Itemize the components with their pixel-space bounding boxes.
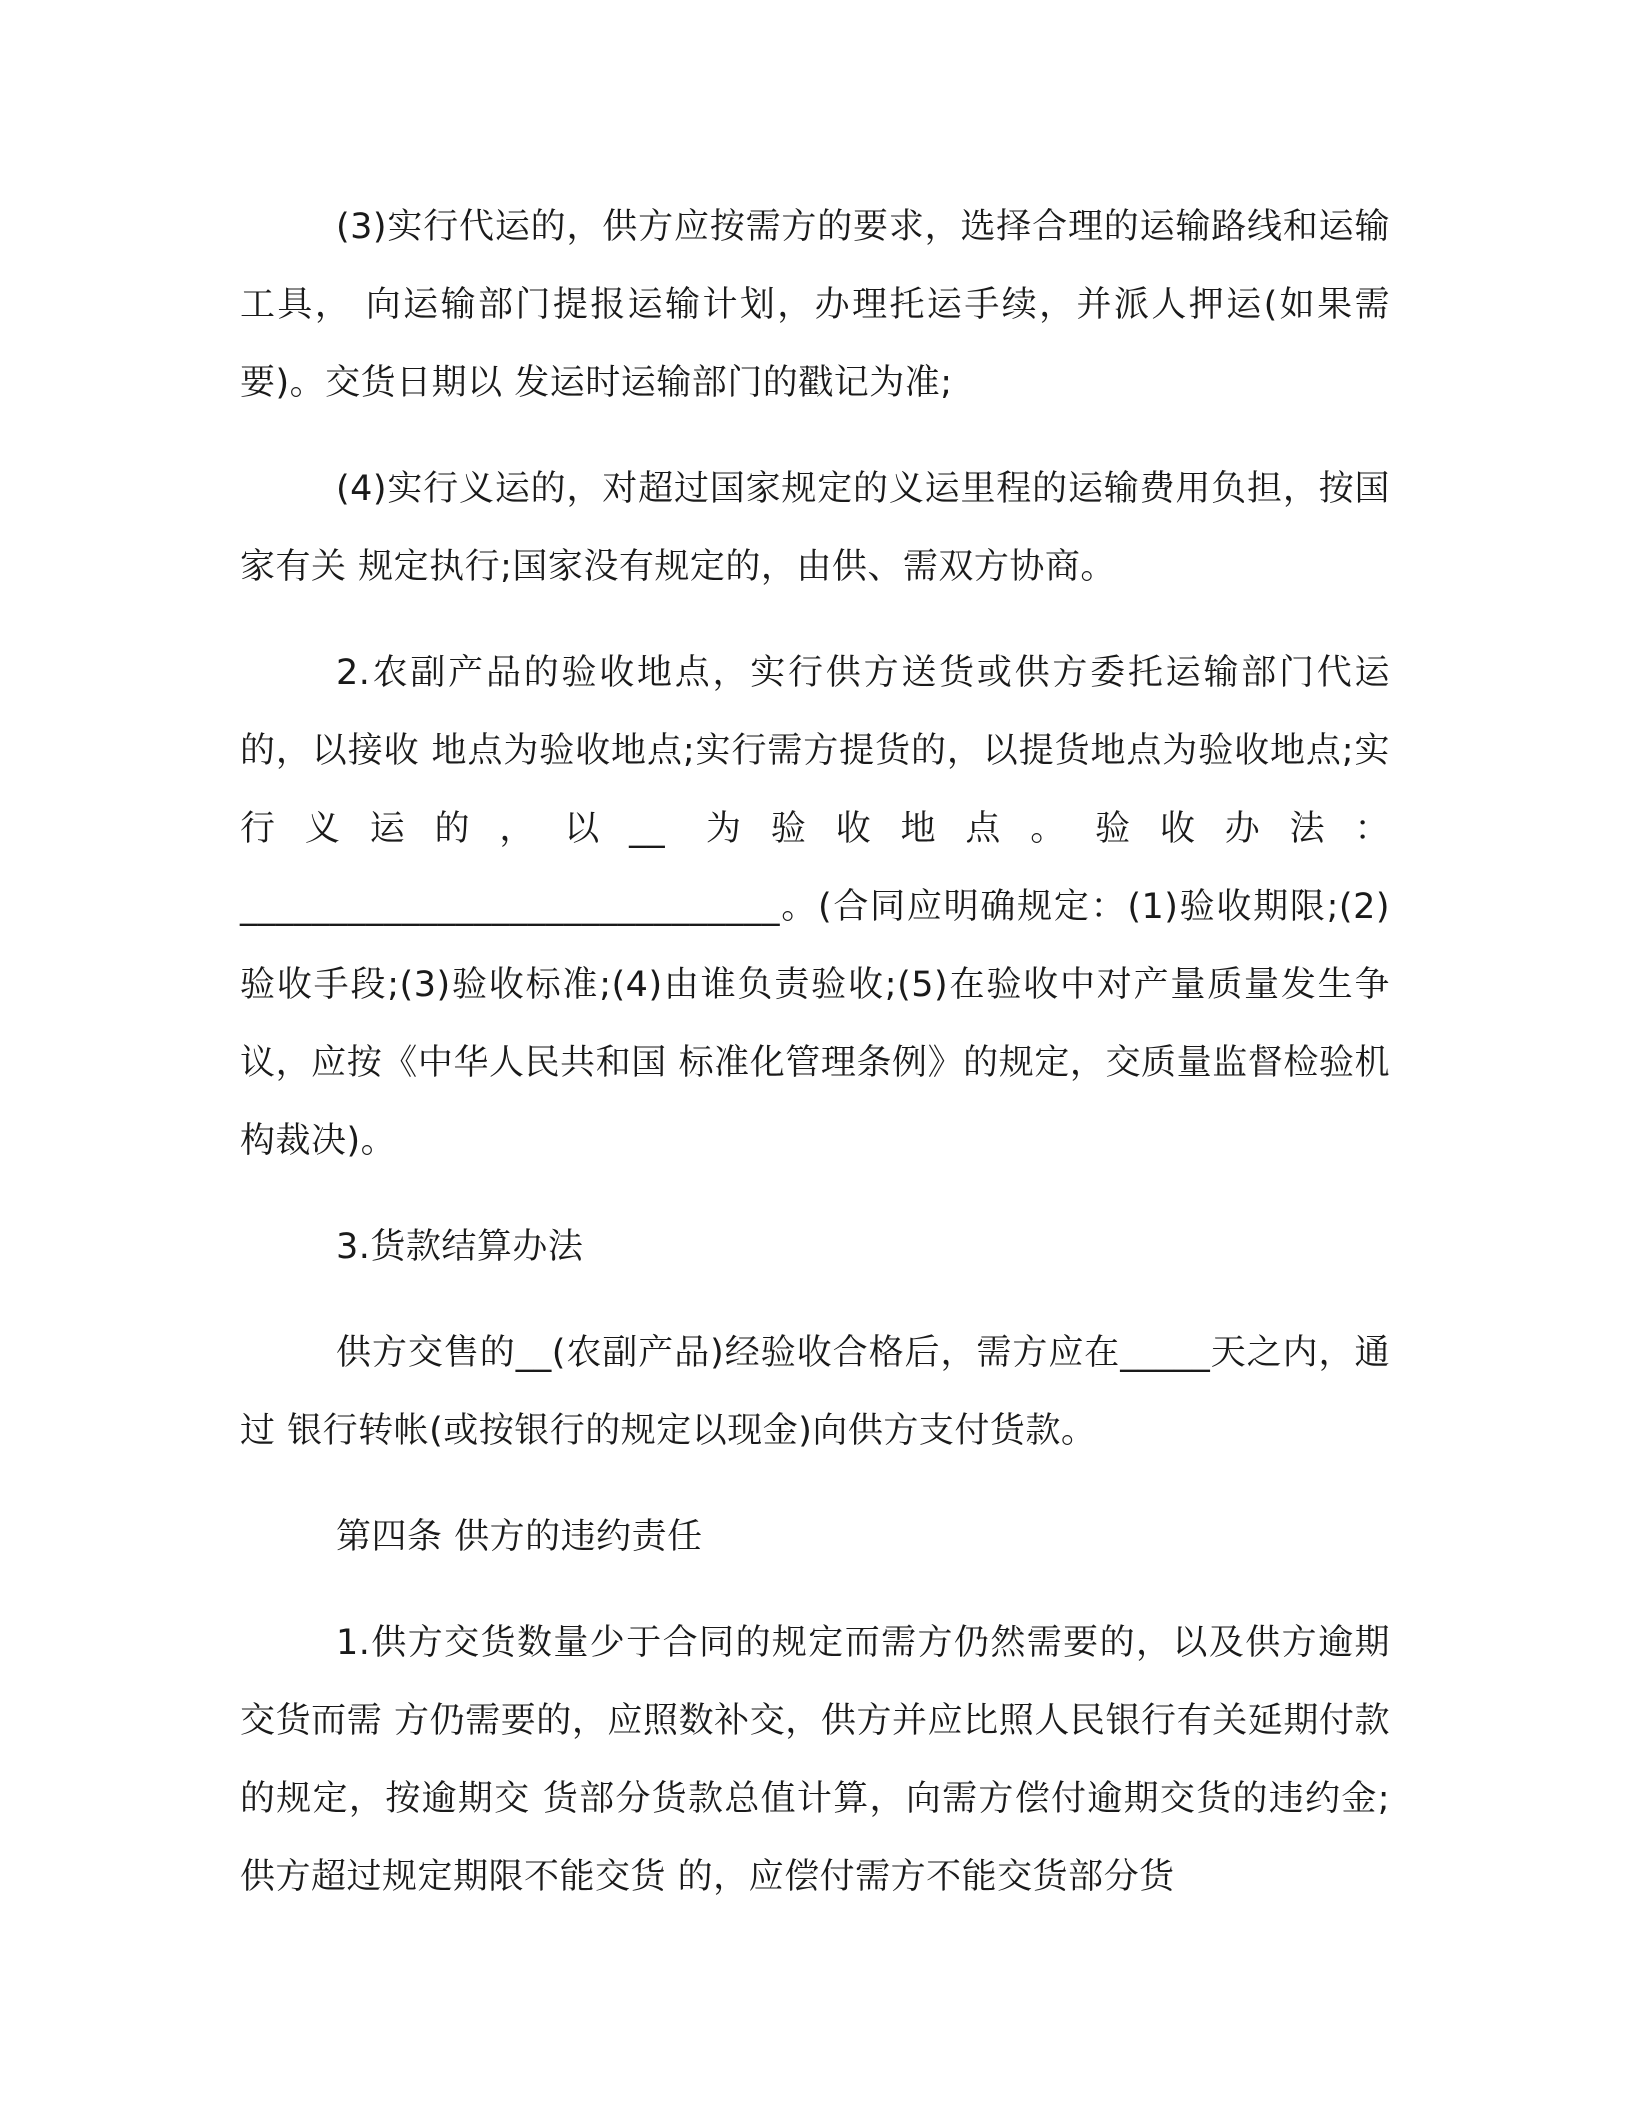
paragraph-transport-by-agent: (3)实行代运的，供方应按需方的要求，选择合理的运输路线和运输工具， 向运输部门提报运输计划，办理托运手续，并派人押运(如果需要)。交货日期以 发运时运输部门的戳记为准; (240, 207, 1390, 403)
paragraph-supplier-liability: 1.供方交货数量少于合同的规定而需方仍然需要的，以及供方逾期交货而需 方仍需要的，应照数补交，供方并应比照人民银行有关延期付款的规定，按逾期交 货部分货款总值计算，向需方偿付逾期交货的违约金;供方超过规定期限不能交货 的，应偿付需方不能交货部分货 (240, 1623, 1390, 1897)
section-heading-payment: 3.货款结算办法 (336, 1227, 584, 1267)
paragraph-free-transport: (4)实行义运的，对超过国家规定的义运里程的运输费用负担，按国家有关 规定执行;国家没有规定的，由供、需双方协商。 (240, 469, 1390, 587)
article-heading-supplier-liability: 第四条 供方的违约责任 (336, 1517, 703, 1557)
paragraph-acceptance-location: 2.农副产品的验收地点，实行供方送货或供方委托运输部门代运的，以接收 地点为验收地点;实行需方提货的，以提货地点为验收地点;实行义运的，以__ 为验收地点。验收办法：______________________________。(合同应明确规定：(1)验收期限;(2)验收手段;(3)验收标准;(4)由谁负责验收;(5)在验收中对产量质量发生争议，应按《中华人民共和国 标准化管理条例》的规定，交质量监督检验机构裁决)。 (240, 653, 1390, 1161)
paragraph-payment-terms: 供方交售的__(农副产品)经验收合格后，需方应在_____天之内，通过 银行转帐(或按银行的规定以现金)向供方支付货款。 (240, 1333, 1390, 1451)
document-body (240, 188, 1390, 1944)
